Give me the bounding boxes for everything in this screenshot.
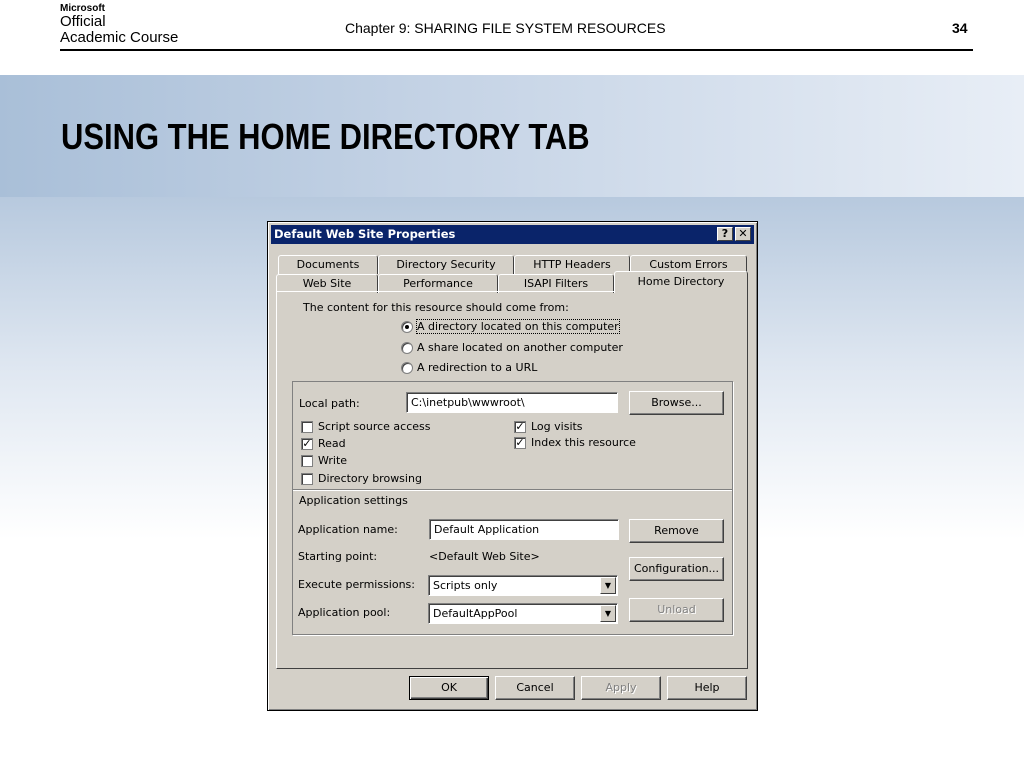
execute-permissions-select[interactable] bbox=[428, 575, 618, 596]
write-label: Write bbox=[318, 454, 348, 467]
dialog-titlebar[interactable] bbox=[271, 225, 754, 244]
execute-permissions-value: Scripts only bbox=[433, 579, 498, 592]
help-button[interactable]: Help bbox=[667, 676, 747, 700]
close-icon[interactable]: ✕ bbox=[735, 227, 751, 241]
read-label: Read bbox=[318, 437, 346, 450]
ok-button[interactable]: OK bbox=[409, 676, 489, 700]
tab-performance[interactable]: Performance bbox=[378, 274, 498, 293]
header-divider bbox=[60, 49, 973, 51]
checkbox-script-source-access[interactable] bbox=[301, 421, 313, 433]
slide-title: USING THE HOME DIRECTORY TAB bbox=[61, 116, 590, 157]
logo-microsoft: Microsoft bbox=[60, 3, 105, 14]
microsoft-oac-logo bbox=[60, 4, 178, 46]
starting-point-label: Starting point: bbox=[298, 550, 378, 563]
help-icon[interactable]: ? bbox=[717, 227, 733, 241]
dialog-title: Default Web Site Properties bbox=[274, 227, 456, 241]
local-path-label: Local path: bbox=[299, 397, 360, 410]
checkbox-directory-browsing[interactable] bbox=[301, 473, 313, 485]
script-source-access-label: Script source access bbox=[318, 420, 431, 433]
page-number: 34 bbox=[952, 20, 968, 36]
tab-isapi-filters[interactable]: ISAPI Filters bbox=[498, 274, 614, 293]
logo-academic-course: Academic Course bbox=[60, 29, 179, 46]
checkbox-log-visits[interactable]: ✓ bbox=[515, 420, 525, 433]
starting-point-value: <Default Web Site> bbox=[429, 550, 540, 563]
app-pool-value: DefaultAppPool bbox=[433, 607, 518, 620]
app-settings-label: Application settings bbox=[299, 494, 408, 507]
browse-button[interactable]: Browse... bbox=[629, 391, 724, 415]
execute-permissions-label: Execute permissions: bbox=[298, 578, 415, 591]
radio-local-directory-label[interactable]: A directory located on this computer bbox=[417, 320, 619, 333]
radio-local-directory[interactable] bbox=[401, 321, 413, 333]
radio-network-share-label[interactable]: A share located on another computer bbox=[417, 341, 623, 354]
chapter-title: Chapter 9: SHARING FILE SYSTEM RESOURCES bbox=[345, 20, 666, 36]
tab-custom-errors[interactable]: Custom Errors bbox=[630, 255, 747, 274]
checkbox-write[interactable] bbox=[301, 455, 313, 467]
index-resource-label: Index this resource bbox=[531, 436, 636, 449]
radio-url-redirect[interactable] bbox=[401, 362, 413, 374]
tab-directory-security[interactable]: Directory Security bbox=[378, 255, 514, 274]
group-separator bbox=[293, 489, 732, 491]
properties-dialog bbox=[267, 221, 758, 711]
app-name-input[interactable]: Default Application bbox=[429, 519, 619, 540]
local-path-input[interactable]: C:\inetpub\wwwroot\ bbox=[406, 392, 618, 413]
app-name-label: Application name: bbox=[298, 523, 398, 536]
configuration-button[interactable]: Configuration... bbox=[629, 557, 724, 581]
tab-documents[interactable]: Documents bbox=[278, 255, 378, 274]
directory-browsing-label: Directory browsing bbox=[318, 472, 422, 485]
checkbox-index-resource[interactable]: ✓ bbox=[515, 436, 525, 449]
remove-button[interactable]: Remove bbox=[629, 519, 724, 543]
radio-network-share[interactable] bbox=[401, 342, 413, 354]
cancel-button[interactable]: Cancel bbox=[495, 676, 575, 700]
tab-home-directory[interactable]: Home Directory bbox=[614, 271, 748, 293]
radio-url-redirect-label[interactable]: A redirection to a URL bbox=[417, 361, 538, 374]
checkbox-read[interactable]: ✓ bbox=[302, 437, 312, 450]
path-settings-group bbox=[292, 381, 733, 635]
log-visits-label: Log visits bbox=[531, 420, 583, 433]
tab-web-site[interactable]: Web Site bbox=[276, 274, 378, 293]
dropdown-arrow-icon[interactable]: ▼ bbox=[600, 577, 616, 594]
apply-button[interactable]: Apply bbox=[581, 676, 661, 700]
unload-button[interactable]: Unload bbox=[629, 598, 724, 622]
logo-official: Official bbox=[60, 13, 106, 30]
slide-header bbox=[0, 0, 1024, 75]
tab-http-headers[interactable]: HTTP Headers bbox=[514, 255, 630, 274]
app-pool-select[interactable] bbox=[428, 603, 618, 624]
content-source-label: The content for this resource should come from: bbox=[303, 301, 569, 314]
dropdown-arrow-icon[interactable]: ▼ bbox=[600, 605, 616, 622]
app-pool-label: Application pool: bbox=[298, 606, 391, 619]
